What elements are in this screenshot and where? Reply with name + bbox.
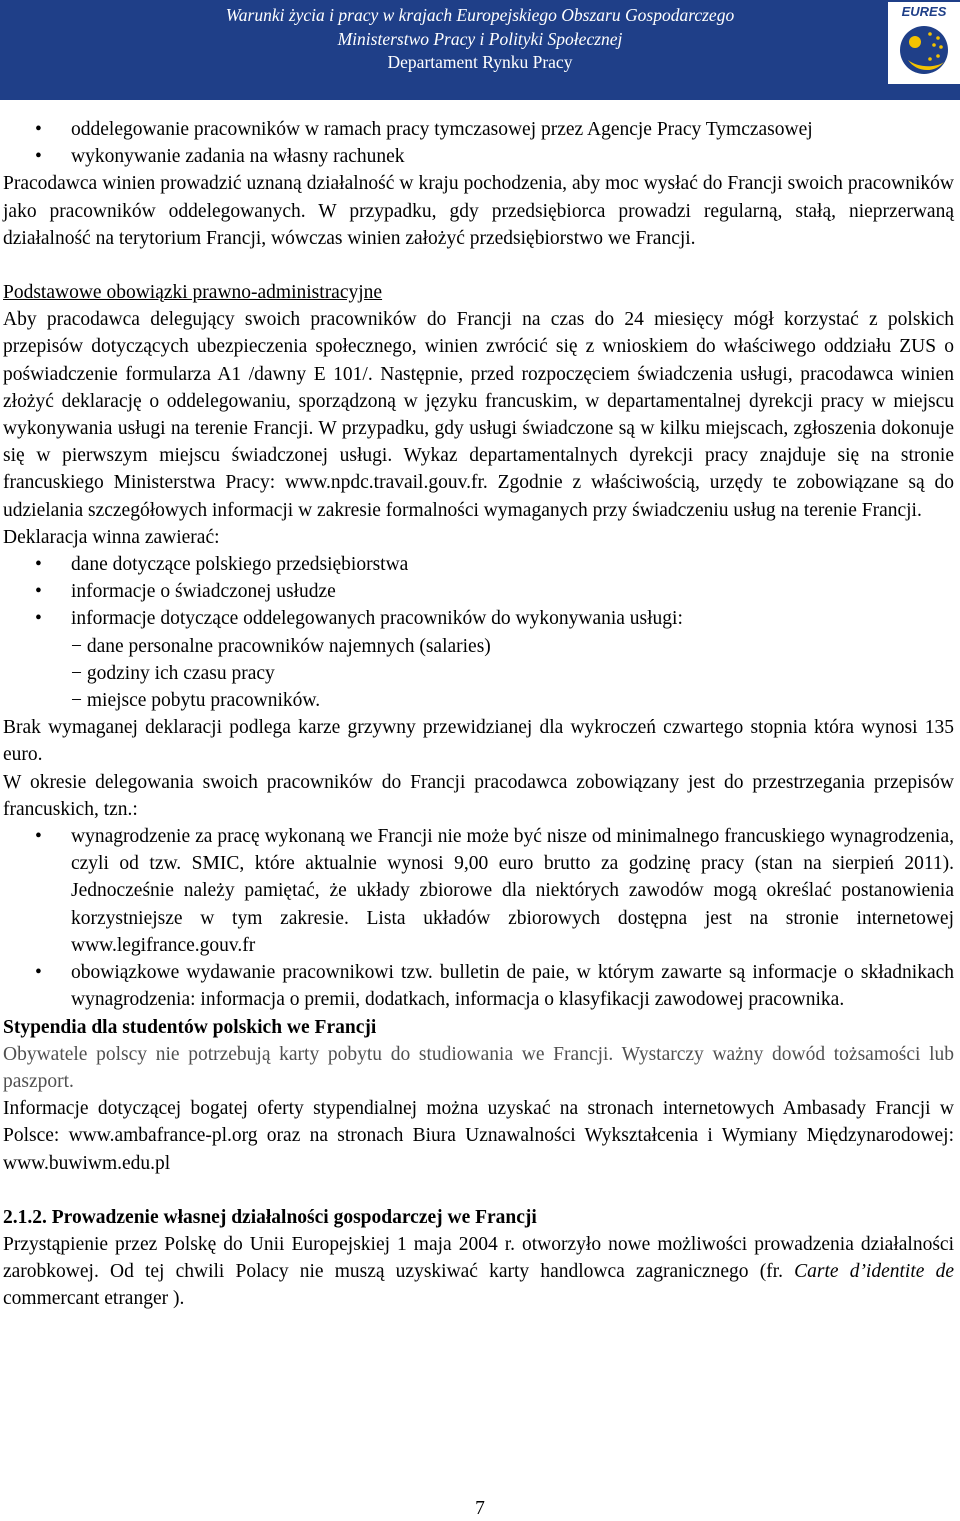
header-title: Warunki życia i pracy w krajach Europejskiego Obszaru Gospodarczego xyxy=(225,5,735,25)
section-heading: 2.1.2. Prowadzenie własnej działalności gospodarczej we Francji xyxy=(3,1206,537,1228)
header-department: Departament Rynku Pracy xyxy=(387,52,573,72)
obligations-heading: Podstawowe obowiązki prawno-administracyjne xyxy=(3,282,383,304)
header-text xyxy=(140,4,820,75)
sub-list-item: − miejsce pobytu pracowników. xyxy=(71,690,321,712)
italic-phrase: Carte d’identite de xyxy=(794,1261,954,1283)
bullet-icon: • xyxy=(35,581,42,603)
page-header xyxy=(0,0,960,100)
sub-list-item: − dane personalne pracowników najemnych (salaries) xyxy=(71,635,491,657)
list-item: • informacje dotyczące oddelegowanych pracowników do wykonywania usługi: xyxy=(3,605,954,632)
bullet-icon: • xyxy=(35,119,42,140)
employer-paragraph: Pracodawca winien prowadzić uznaną działalność w kraju pochodzenia, aby moc wysłać do Francji swoich pracowników jako pracowników oddelegowanych. W przypadku, gdy przedsiębiorca prowadzi regularną, stałą, nieprzerwaną działalność na terytorium Francji, wówczas winien założyć przedsiębiorstwo we Francji. xyxy=(3,173,954,249)
declaration-intro: Deklaracja winna zawierać: xyxy=(3,526,220,548)
eures-logo-text: EURES xyxy=(901,4,947,19)
list-item: • oddelegowanie pracowników w ramach pracy tymczasowej przez Agencje Pracy Tymczasowej xyxy=(3,116,954,143)
bullet-icon: • xyxy=(35,608,42,630)
sub-list-item: − godziny ich czasu pracy xyxy=(71,662,275,684)
page-number: 7 xyxy=(475,1498,485,1519)
regulations-intro: W okresie delegowania swoich pracowników do Francji pracodawca zobowiązany jest do przestrzegania przepisów francuskich, tzn.: xyxy=(3,771,954,820)
scholarships-paragraph-2: Informacje dotyczącej bogatej oferty stypendialnej można uzyskać na stronach internetowych Ambasady Francji w Polsce: www.ambafrance-pl.org oraz na stronach Biura Uznawalności Wykształcenia i Wymiany Międzynarodowej: www.buwiwm.edu.pl xyxy=(3,1098,954,1174)
obligations-paragraph: Aby pracodawca delegujący swoich pracowników do Francji na czas do 24 miesięcy mógł korzystać z polskich przepisów dotyczących ubezpieczenia społecznego, winien zwrócić się z wnioskiem do właściwego oddziału ZUS o poświadczenie formularza A1 /dawny E 101/. Następnie, przed rozpoczęciem świadczenia usługi, pracodawca winien złożyć deklarację o oddelegowaniu, sporządzoną w języku francuskim, w departamentalnej dyrekcji pracy w miejscu wykonywania usługi na terenie Francji. W przypadku, gdy usługi świadczone są w kilku miejscach, zgłoszenia dokonuje się w pierwszym miejscu świadczonej usługi. Wykaz departamentalnych dyrekcji pracy znajduje się na stronie francuskiego Ministerstwa Pracy: www.npdc.travail.gouv.fr. Zgodnie z właściwością, urzędy te zobowiązane są do udzielania szczegółowych informacji w zakresie formalności wymaganych przy świadczeniu usług na terenie Francji. xyxy=(3,309,954,521)
fine-paragraph: Brak wymaganej deklaracji podlega karze grzywny przewidzianej dla wykroczeń czwartego stopnia która wynosi 135 euro. xyxy=(3,717,954,766)
header-ministry: Ministerstwo Pracy i Polityki Społecznej xyxy=(337,28,623,49)
list-item: • obowiązkowe wydawanie pracownikowi tzw. bulletin de paie, w którym zawarte są informacje o składnikach wynagrodzenia: informacja o premii, dodatkach, informacja o klasyfikacji zawodowej pracownika. xyxy=(3,959,954,1013)
bullet-icon: • xyxy=(35,962,42,984)
page-body xyxy=(3,116,954,1313)
bullet-icon: • xyxy=(35,554,42,576)
bullet-icon: • xyxy=(35,826,42,848)
scholarships-paragraph-1: Obywatele polscy nie potrzebują karty pobytu do studiowania we Francji. Wystarczy ważny dowód tożsamości lub paszport. xyxy=(3,1043,954,1092)
eures-logo xyxy=(888,2,960,84)
list-item: • dane dotyczące polskiego przedsiębiorstwa xyxy=(3,551,954,578)
scholarships-heading: Stypendia dla studentów polskich we Francji xyxy=(3,1016,377,1038)
bullet-icon: • xyxy=(35,146,42,168)
list-item: • wynagrodzenie za pracę wykonaną we Francji nie może być nisze od minimalnego francuskiego wynagrodzenia, czyli od tzw. SMIC, które aktualnie wynosi 9,00 euro brutto za godzinę pracy (stan na sierpień 2011). Jednocześnie należy pamiętać, że układy zbiorowe dla niektórych zawodów mogą określać postanowienia korzystniejsze w tym zakresie. Lista układów zbiorowych dostępna jest na stronie internetowej www.legifrance.gouv.fr xyxy=(3,823,954,959)
list-item: • wykonywanie zadania na własny rachunek xyxy=(3,143,954,170)
list-item: • informacje o świadczonej usłudze xyxy=(3,578,954,605)
section-paragraph: Przystąpienie przez Polskę do Unii Europejskiej 1 maja 2004 r. otworzyło nowe możliwości prowadzenia działalności zarobkowej. Od tej chwili Polacy nie muszą uzyskiwać karty handlowca zagranicznego (fr. Carte d’identite de commercant etranger ). xyxy=(3,1233,954,1310)
